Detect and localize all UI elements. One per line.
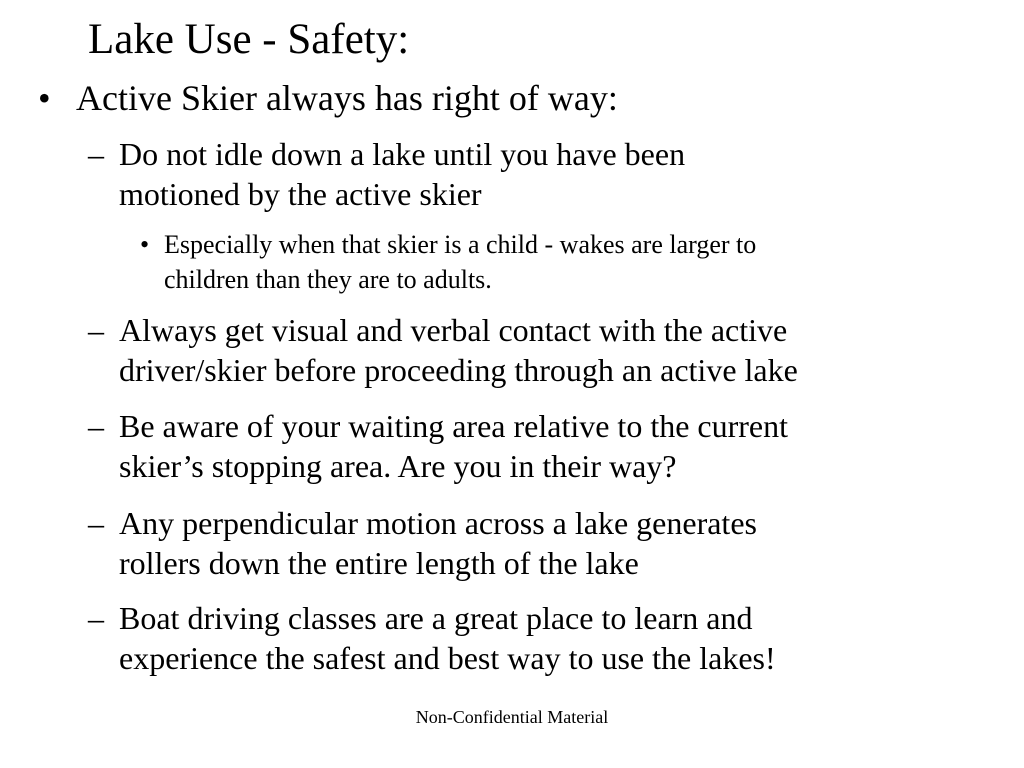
sub-item-1 (88, 134, 988, 214)
nested-item-line: children than they are to adults. (164, 265, 492, 294)
dash-marker: – (88, 312, 104, 348)
sub-item-text (119, 406, 988, 486)
sub-item-line: skier’s stopping area. Are you in their way? (119, 448, 677, 484)
dash-marker: – (88, 600, 104, 636)
dash-marker: – (88, 408, 104, 444)
sub-item-line: Boat driving classes are a great place to learn and (119, 600, 753, 636)
sub-item-line: Always get visual and verbal contact with the active (119, 312, 788, 348)
nested-item-text (164, 227, 960, 297)
bullet-marker: • (38, 78, 51, 118)
sub-item-text (119, 134, 988, 214)
nested-item-line: Especially when that skier is a child - wakes are larger to (164, 230, 757, 259)
dash-marker: – (88, 136, 104, 172)
sub-item-text (119, 503, 988, 583)
dash-marker: – (88, 505, 104, 541)
sub-item-line: Any perpendicular motion across a lake generates (119, 505, 757, 541)
sub-item-line: rollers down the entire length of the lake (119, 545, 639, 581)
sub-item-2 (88, 310, 988, 390)
footer-text: Non-Confidential Material (415, 707, 609, 727)
sub-item-line: experience the safest and best way to use the lakes! (119, 640, 776, 676)
sub-item-text (119, 598, 988, 678)
sub-item-line: motioned by the active skier (119, 176, 482, 212)
sub-item-line: Be aware of your waiting area relative to the current (119, 408, 789, 444)
nested-bullet-marker: • (140, 230, 150, 259)
sub-item-text (119, 310, 988, 390)
sub-item-line: driver/skier before proceeding through an active lake (119, 352, 798, 388)
sub-item-4 (88, 503, 988, 583)
sub-item-5 (88, 598, 988, 678)
main-bullet-text: Active Skier always has right of way: (76, 78, 618, 118)
sub-item-3 (88, 406, 988, 486)
sub-item-line: Do not idle down a lake until you have been (119, 136, 686, 172)
nested-item (140, 227, 960, 297)
slide-title: Lake Use - Safety: (88, 16, 410, 63)
